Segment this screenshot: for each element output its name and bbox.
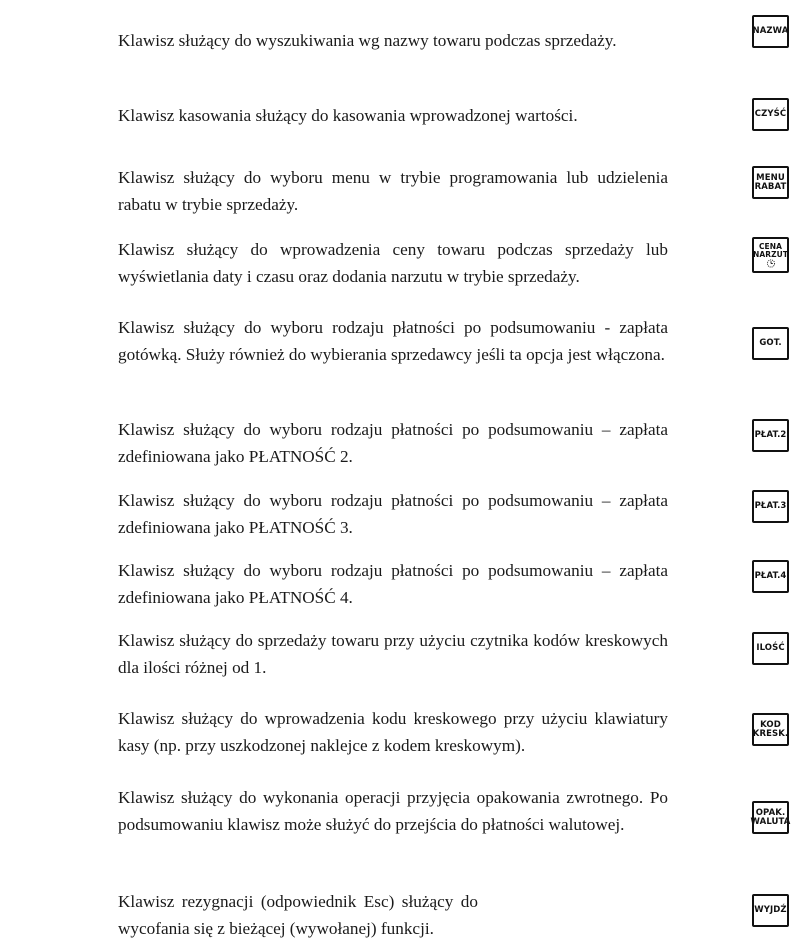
key-description: Klawisz kasowania służący do kasowania wprowadzonej wartości.: [118, 106, 578, 125]
key-label: PŁAT.2: [754, 430, 787, 440]
nazwa-key-icon: [752, 15, 789, 48]
ilosc-key-icon: [752, 632, 789, 665]
key-description: Klawisz służący do wyszukiwania wg nazwy towaru podczas sprzedaży.: [118, 31, 617, 50]
plat3-key-icon: [752, 490, 789, 523]
key-label: ILOŚĆ: [756, 643, 785, 653]
key-description: Klawisz rezygnacji (odpowiednik Esc) służący do wycofania się z bieżącej (wywołanej) funkcji.: [118, 892, 478, 938]
key-description: Klawisz służący do sprzedaży towaru przy użyciu czytnika kodów kreskowych dla ilości różnej od 1.: [118, 631, 668, 677]
key-label-line-2: RABAT: [754, 181, 787, 192]
key-label: NAZWA: [752, 26, 789, 36]
key-description: Klawisz służący do wyboru rodzaju płatności po podsumowaniu – zapłata zdefiniowana jako PŁATNOŚĆ 3.: [118, 491, 668, 537]
key-label-line-1: MENU: [756, 172, 785, 183]
key-description: Klawisz służący do wyboru rodzaju płatności po podsumowaniu – zapłata zdefiniowana jako PŁATNOŚĆ 4.: [118, 561, 668, 607]
key-description: Klawisz służący do wyboru rodzaju płatności po podsumowaniu – zapłata zdefiniowana jako PŁATNOŚĆ 2.: [118, 420, 668, 466]
key-label-line-2: NARZUT: [752, 249, 789, 259]
key-description: Klawisz służący do wprowadzenia kodu kreskowego przy użyciu klawiatury kasy (np. przy uszkodzonej naklejce z kodem kreskowym).: [118, 709, 668, 755]
cena-narzut-key-icon: [752, 237, 789, 273]
plat4-key-icon: [752, 560, 789, 593]
key-label: CZYŚĆ: [754, 109, 787, 119]
wyjdz-key-icon: [752, 894, 789, 927]
got-key-icon: [752, 327, 789, 360]
key-label-line-1: OPAK.: [755, 807, 786, 818]
key-description: Klawisz służący do wprowadzenia ceny towaru podczas sprzedaży lub wyświetlania daty i czasu oraz dodania narzutu w trybie sprzedaży.: [118, 240, 668, 286]
kod-kresk-key-icon: [752, 713, 789, 746]
key-label: GOT.: [759, 338, 782, 348]
czysc-key-icon: [752, 98, 789, 131]
key-description: Klawisz służący do wykonania operacji przyjęcia opakowania zwrotnego. Po podsumowaniu klawisz może służyć do przejścia do płatności walutowej.: [118, 788, 668, 834]
key-label-line-1: CENA: [758, 241, 783, 251]
opak-waluta-key-icon: [752, 801, 789, 834]
menu-rabat-key-icon: [752, 166, 789, 199]
key-label: PŁAT.3: [754, 501, 787, 511]
key-description: Klawisz służący do wyboru rodzaju płatności po podsumowaniu - zapłata gotówką. Służy również do wybierania sprzedawcy jeśli ta opcja jest włączona.: [118, 318, 668, 364]
key-label: PŁAT.4: [754, 571, 787, 581]
key-label-line-1: KOD: [760, 719, 781, 730]
plat2-key-icon: [752, 419, 789, 452]
key-label: WYJDŹ: [754, 905, 787, 915]
clock-icon: [765, 259, 777, 268]
key-label-line-2: KRESK.: [752, 728, 789, 739]
key-description: Klawisz służący do wyboru menu w trybie programowania lub udzielenia rabatu w trybie sprzedaży.: [118, 168, 668, 214]
key-label-line-2: WALUTA: [750, 816, 791, 827]
